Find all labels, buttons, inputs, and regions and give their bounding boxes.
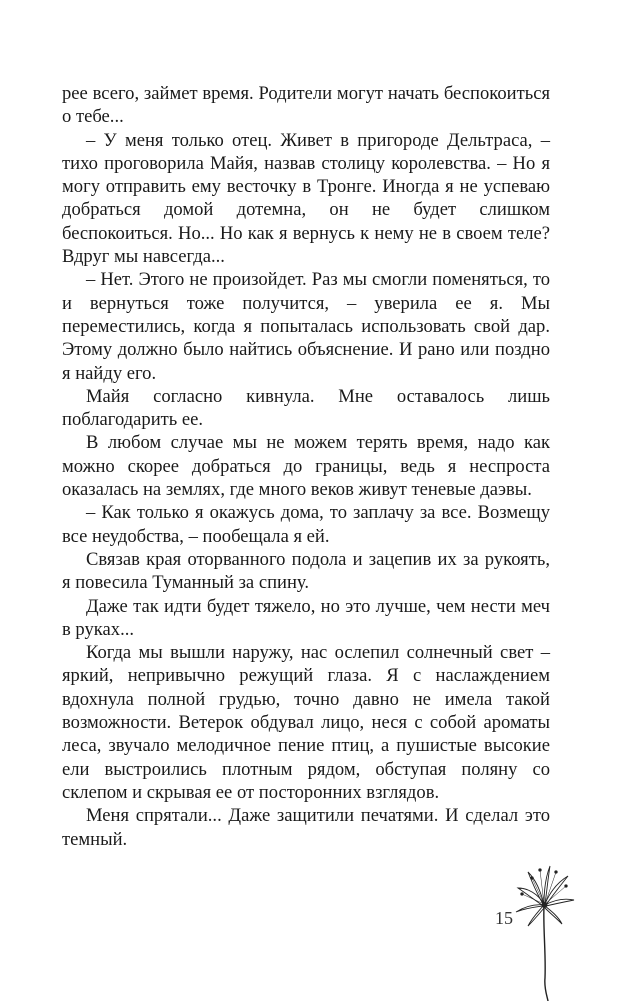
page-number: 15 <box>495 908 513 928</box>
paragraph: Майя согласно кивнула. Мне оставалось лишь поблагодарить ее. <box>62 385 550 431</box>
paragraph: В любом случае мы не можем терять время, надо как можно скорее добраться до границы, ведь я неспроста оказалась на землях, где много веков живут теневые даэвы. <box>62 432 550 501</box>
paragraph: – Как только я окажусь дома, то заплачу за все. Возмещу все неудобства, – пообещала я ей. <box>62 502 550 547</box>
paragraph: – Нет. Этого не произойдет. Раз мы смогли поменяться, то и вернуться тоже получится, – уверила ее я. Мы переместились, когда я попыталась использовать свой дар. Этому должно было найтись объяснение. И рано или поздно я найду его. <box>62 269 550 384</box>
paragraph: Связав края оторванного подола и зацепив их за рукоять, я повесила Туманный за спину. <box>62 548 550 594</box>
paragraph: Когда мы вышли наружу, нас ослепил солнечный свет – яркий, непривычно режущий глаза. Я с наслаждением вдохнула полной грудью, точно давно не имела такой возможности. Ветерок обдувал лицо, неся с собой ароматы леса, звучало мелодичное пение птиц, а пушистые высокие ели выстроились плотным рядом, обступая поляну со склепом и скрывая ее от посторонних взглядов. <box>62 642 550 803</box>
lily-flower-illustration-icon <box>510 858 580 1001</box>
paragraph: рее всего, займет время. Родители могут начать беспокоиться о тебе... <box>62 83 550 128</box>
paragraph: Меня спрятали... Даже защитили печатями. И сделал это темный. <box>62 805 550 850</box>
page-body-text <box>62 82 550 851</box>
paragraph: Даже так идти будет тяжело, но это лучше, чем нести меч в руках... <box>62 595 550 640</box>
paragraph: – У меня только отец. Живет в пригороде Дельтраса, – тихо проговорила Майя, назвав столицу королевства. – Но я могу отправить ему весточку в Тронге. Иногда я не успеваю добраться домой дотемна, он не будет слишком беспокоиться. Но... Но как я вернусь к нему не в своем теле? Вдруг мы навсегда... <box>62 129 550 268</box>
